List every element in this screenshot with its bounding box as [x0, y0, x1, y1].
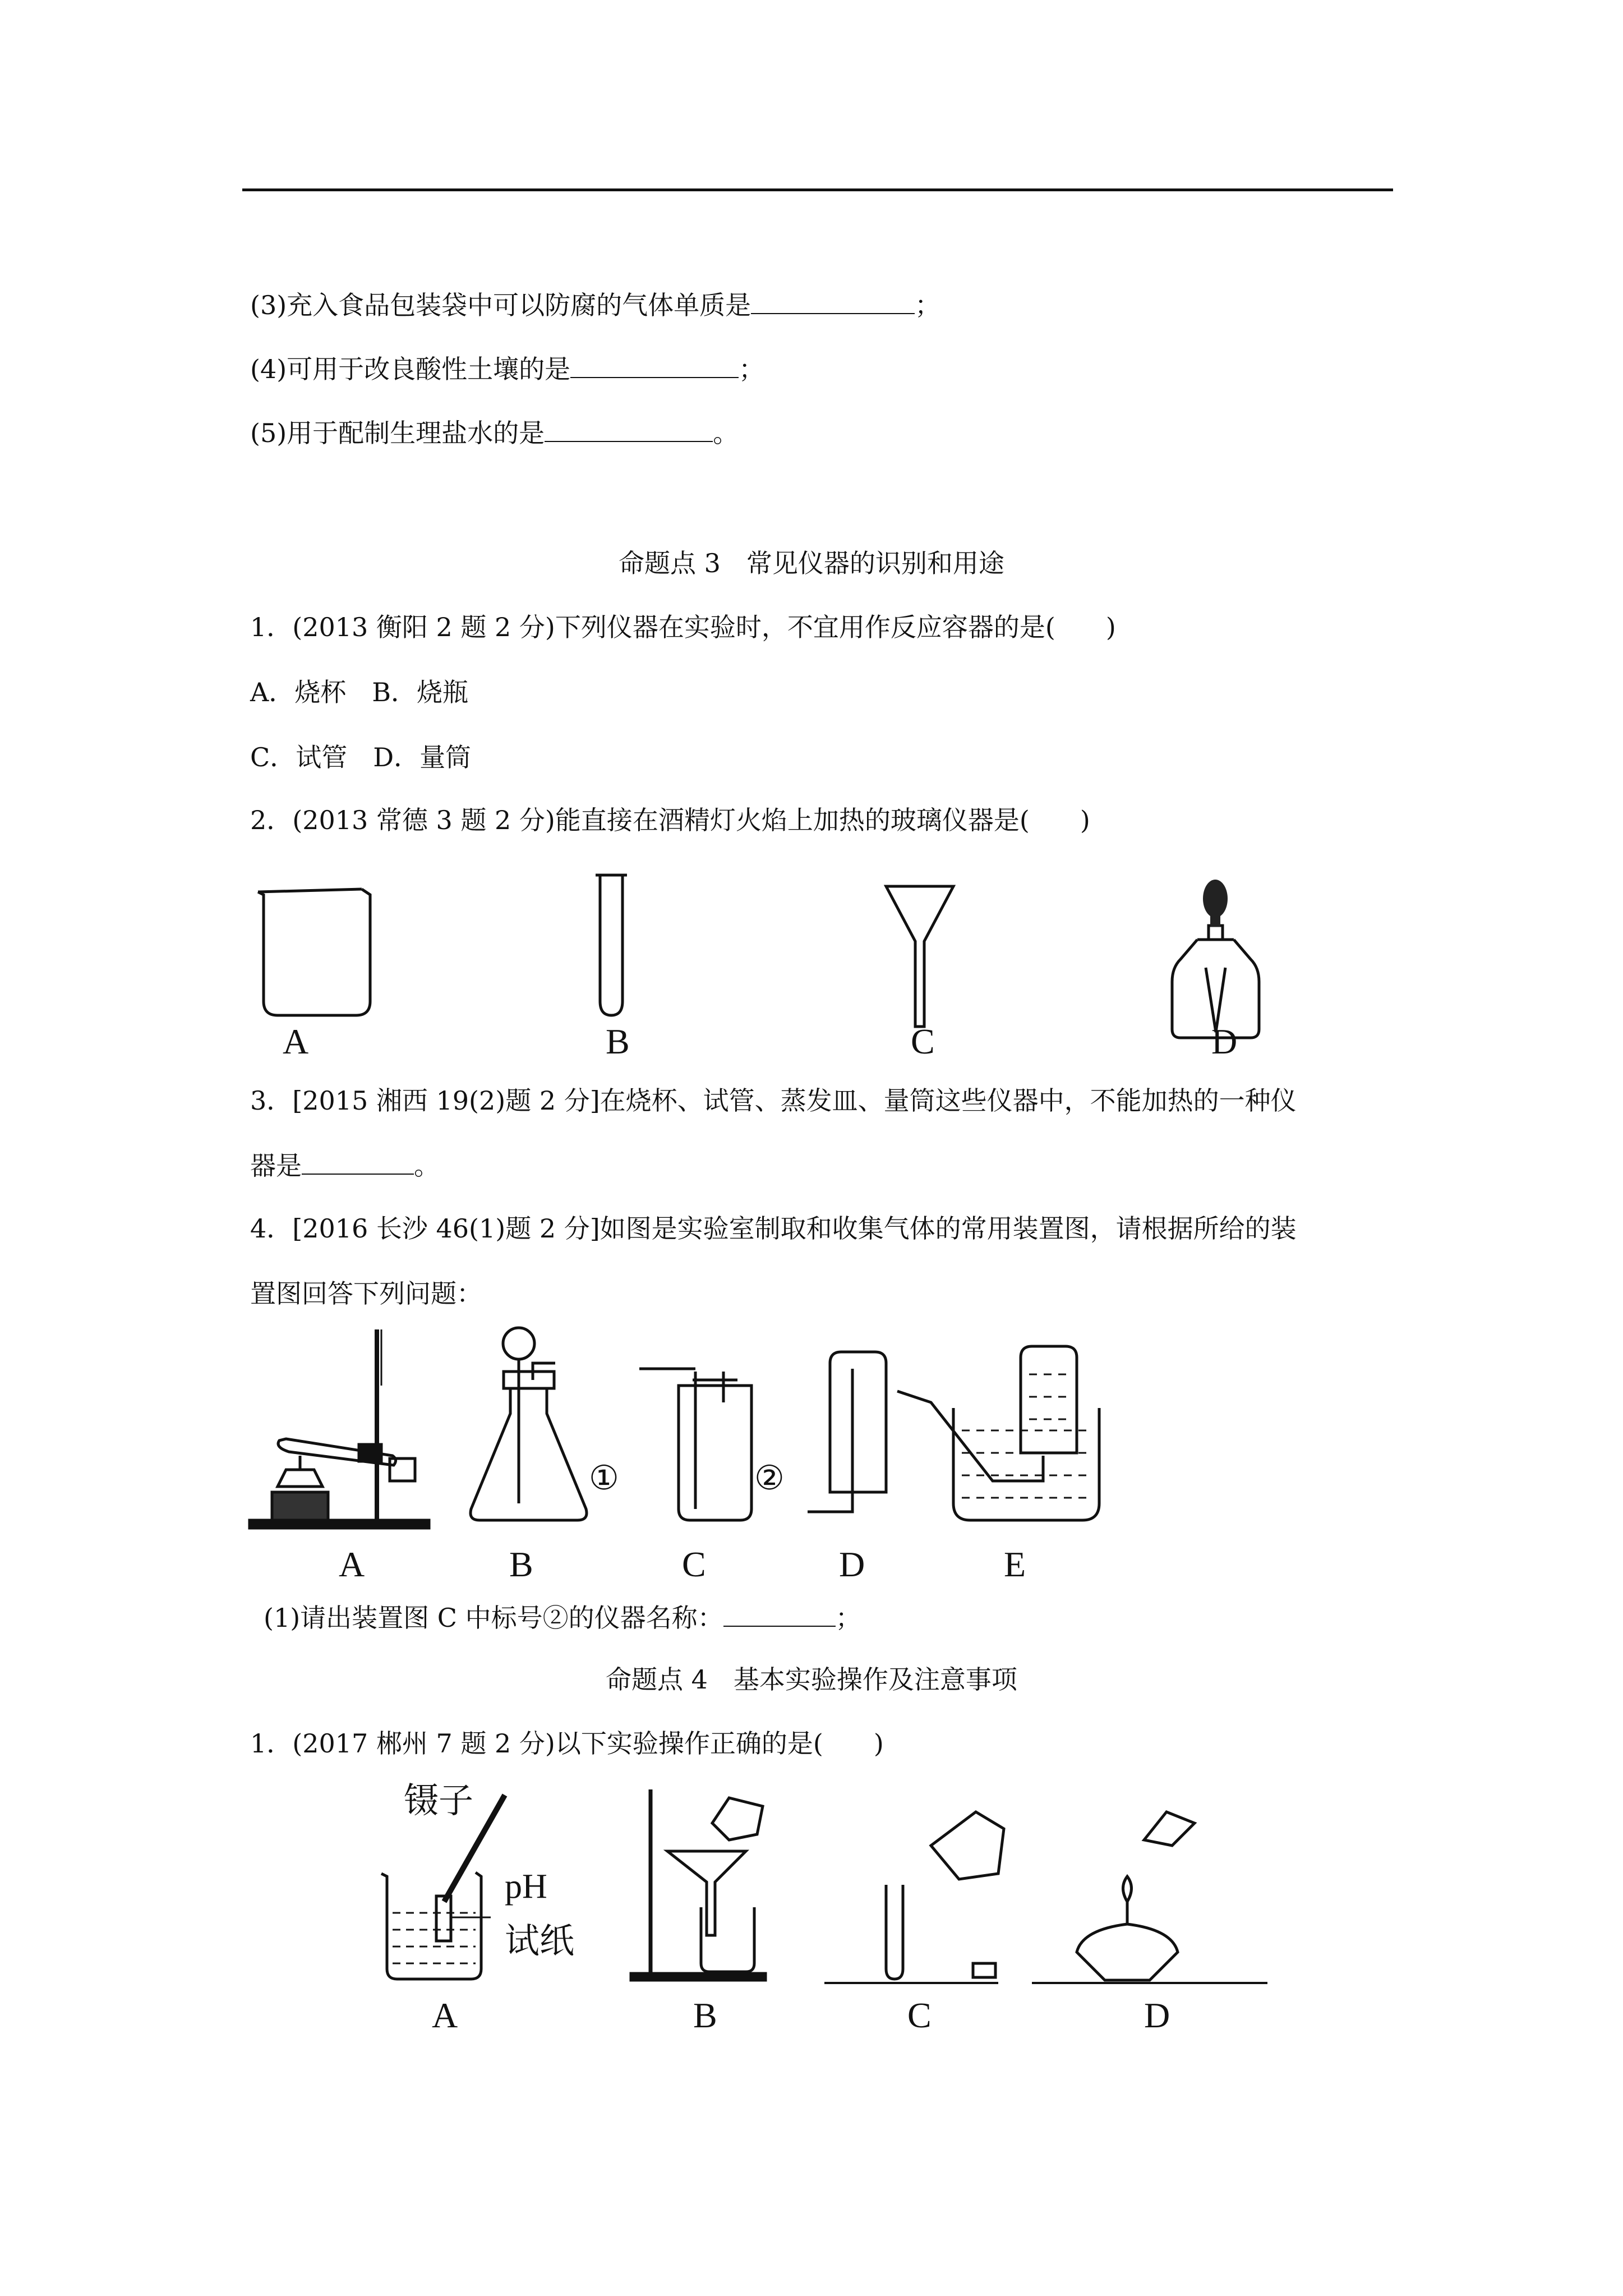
header-rule — [242, 188, 1393, 191]
question-5-line: (5)用于配制生理盐水的是 。 — [250, 418, 739, 448]
s3-question-3-line2: 器是 。 — [250, 1151, 440, 1181]
fig2-label-c: C — [682, 1544, 706, 1584]
fig3-label-a: A — [432, 1995, 458, 2035]
section-4-heading: 命题点 4 基本实验操作及注意事项 — [606, 1664, 1017, 1695]
section-3-heading: 命题点 3 常见仪器的识别和用途 — [619, 548, 1004, 578]
fig2-mark-2: ② — [754, 1460, 785, 1497]
answer-blank-s3-q3[interactable] — [302, 1151, 414, 1175]
s3-q1-options-ab: A．烧杯 B．烧瓶 — [250, 677, 469, 707]
tweezers-label: 镊子 — [404, 1782, 474, 1820]
question-3-line: (3)充入食品包装袋中可以防腐的气体单质是 ； — [250, 290, 941, 320]
ph-label: pH — [505, 1867, 547, 1906]
s3-q1-options-cd: C．试管 D．量筒 — [250, 742, 472, 772]
s3-question-2: 2．(2013 常德 3 题 2 分)能直接在酒精灯火焰上加热的玻璃仪器是( ) — [250, 805, 1090, 835]
glassware-figure — [236, 853, 1329, 1077]
fig2-label-a: A — [339, 1544, 365, 1584]
question-4-text: (4)可用于改良酸性土壤的是 — [250, 354, 571, 384]
question-3-text: (3)充入食品包装袋中可以防腐的气体单质是 — [250, 290, 751, 320]
answer-blank-4[interactable] — [570, 355, 739, 378]
s3-question-3-line1: 3．[2015 湘西 19(2)题 2 分]在烧杯、试管、蒸发皿、量筒这些仪器中，不能加热的一种仪 — [250, 1085, 1297, 1116]
fig3-label-c: C — [907, 1995, 932, 2035]
question-5-text: (5)用于配制生理盐水的是 — [250, 418, 545, 448]
test-tube-icon — [600, 875, 623, 1015]
fig3-label-b: B — [693, 1995, 717, 2035]
fig1-label-b: B — [606, 1022, 630, 1061]
s3-question-1: 1．(2013 衡阳 2 题 2 分)下列仪器在实验时，不宜用作反应容器的是( ) — [250, 612, 1116, 642]
fig2-label-d: D — [839, 1544, 865, 1584]
gas-apparatus-figure — [247, 1318, 1133, 1543]
s3-question-4-line2: 置图回答下列问题： — [250, 1278, 482, 1309]
answer-blank-5[interactable] — [545, 418, 713, 442]
fig1-label-a: A — [283, 1022, 309, 1061]
fig2-label-b: B — [509, 1544, 533, 1584]
test-paper-label: 试纸 — [505, 1922, 575, 1961]
funnel-icon — [886, 886, 953, 1027]
s3-q4-sub1: (1)请出装置图 C 中标号②的仪器名称： ； — [264, 1603, 861, 1633]
beaker-icon — [258, 889, 370, 1015]
answer-blank-s3-q4-1[interactable] — [723, 1603, 836, 1627]
s3-question-4-line1: 4．[2016 长沙 46(1)题 2 分]如图是实验室制取和收集气体的常用装置图，请根据所给的装 — [250, 1213, 1297, 1244]
question-4-line: (4)可用于改良酸性土壤的是 ； — [250, 354, 765, 384]
fig3-label-d: D — [1144, 1995, 1170, 2035]
fig1-label-d: D — [1211, 1022, 1238, 1061]
s4-question-1: 1．(2017 郴州 7 题 2 分)以下实验操作正确的是( ) — [250, 1728, 884, 1759]
fig1-label-c: C — [911, 1022, 935, 1061]
answer-blank-3[interactable] — [751, 291, 915, 314]
fig2-label-e: E — [1004, 1544, 1026, 1584]
fig2-mark-1: ① — [589, 1460, 619, 1497]
